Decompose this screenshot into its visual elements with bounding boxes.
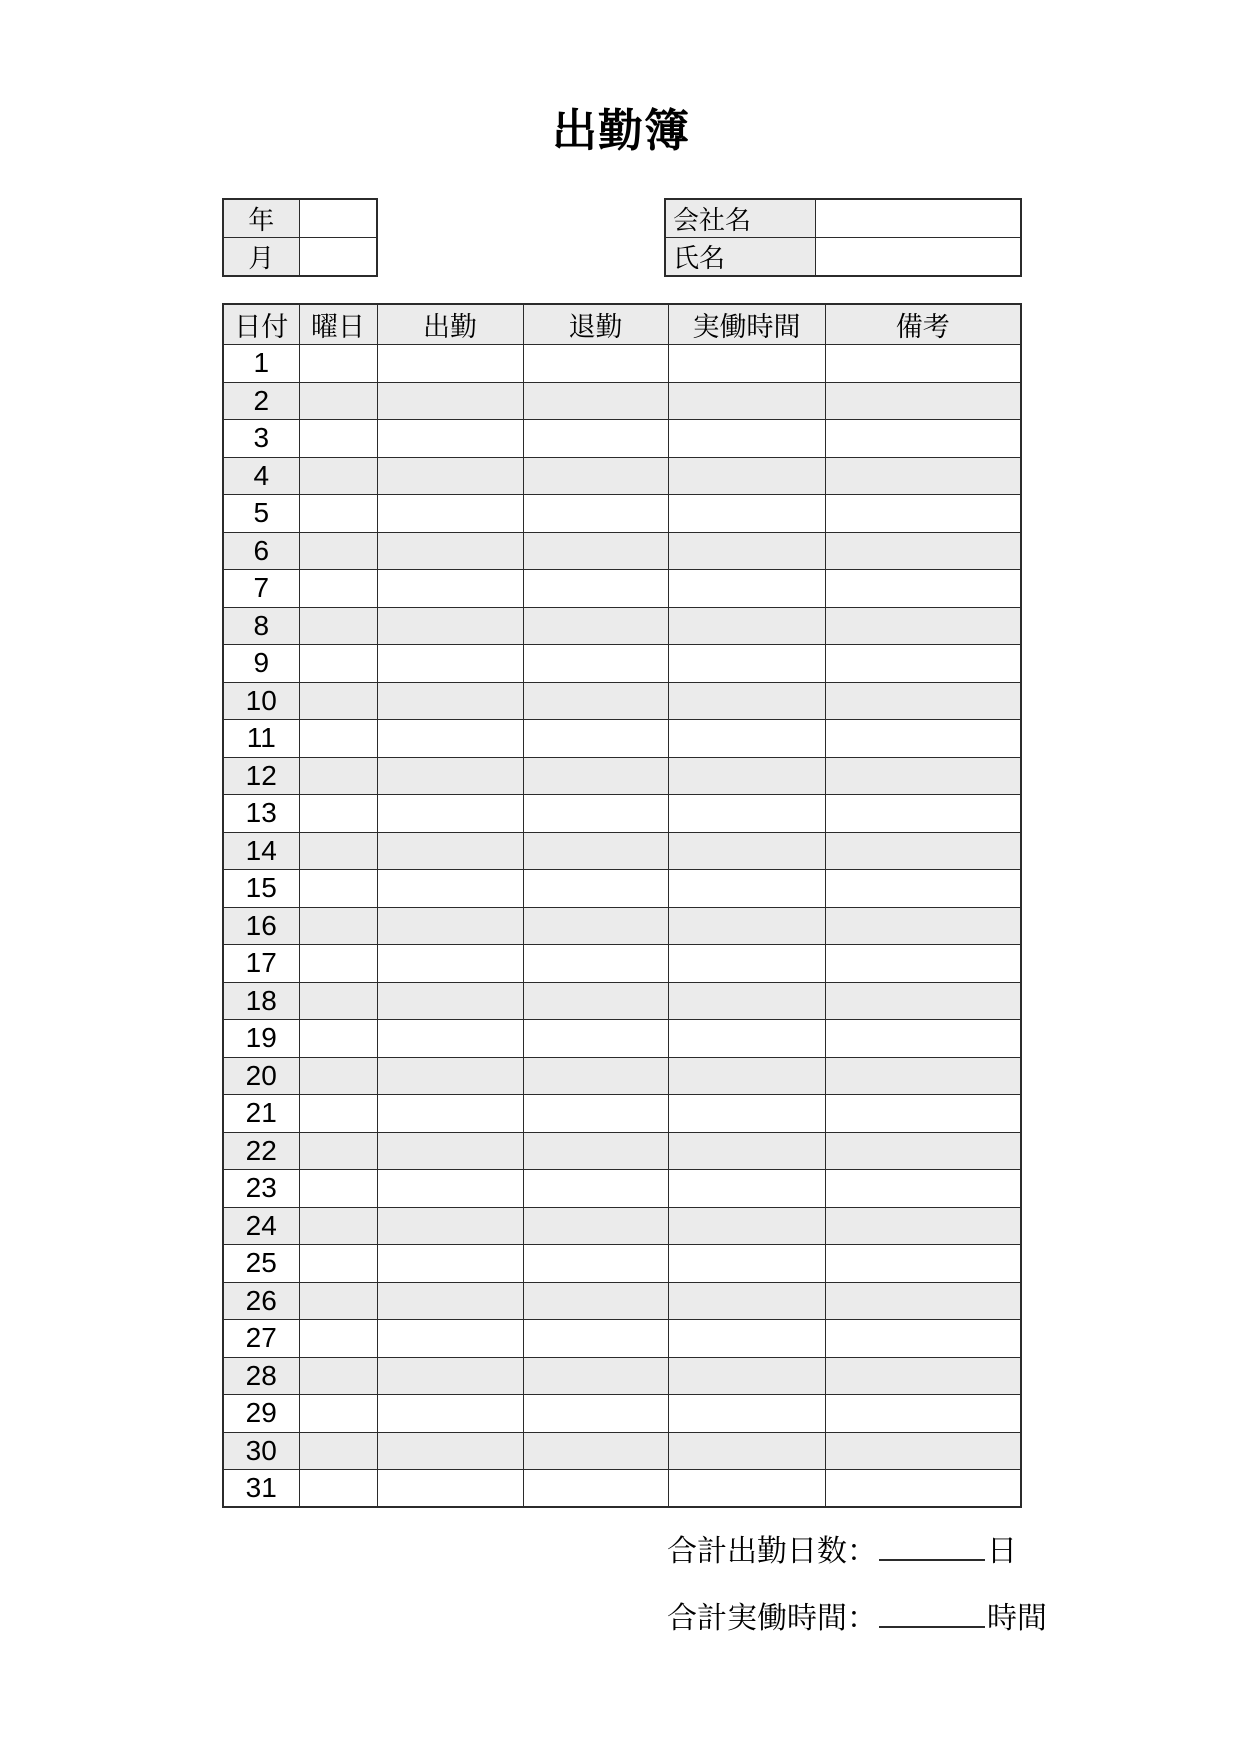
day-number-cell: 28 xyxy=(223,1357,299,1395)
day-number-cell: 17 xyxy=(223,945,299,983)
attendance-row-day-19 xyxy=(223,1020,1021,1058)
weekday-cell[interactable] xyxy=(299,795,377,833)
attendance-row-day-5 xyxy=(223,495,1021,533)
day-number-cell: 21 xyxy=(223,1095,299,1133)
clock-out-cell[interactable] xyxy=(523,795,668,833)
month-row xyxy=(223,238,377,277)
attendance-row-day-16 xyxy=(223,907,1021,945)
employee-name-label: 氏名 xyxy=(665,238,815,277)
attendance-row-day-1 xyxy=(223,345,1021,383)
clock-out-cell[interactable] xyxy=(523,1095,668,1133)
weekday-cell[interactable] xyxy=(299,1095,377,1133)
weekday-cell[interactable] xyxy=(299,532,377,570)
clock-in-cell[interactable] xyxy=(377,345,523,383)
attendance-row-day-24 xyxy=(223,1207,1021,1245)
clock-in-cell[interactable] xyxy=(377,832,523,870)
attendance-row-day-15 xyxy=(223,870,1021,908)
weekday-cell[interactable] xyxy=(299,682,377,720)
actual-hours-cell[interactable] xyxy=(668,495,825,533)
clock-out-cell[interactable] xyxy=(523,720,668,758)
clock-in-cell[interactable] xyxy=(377,945,523,983)
attendance-row-day-12 xyxy=(223,757,1021,795)
column-header-actual-hours: 実働時間 xyxy=(668,304,825,345)
remarks-cell[interactable] xyxy=(825,420,1021,458)
actual-hours-cell[interactable] xyxy=(668,1245,825,1283)
actual-hours-cell[interactable] xyxy=(668,1320,825,1358)
remarks-cell[interactable] xyxy=(825,1207,1021,1245)
clock-in-cell[interactable] xyxy=(377,1432,523,1470)
weekday-cell[interactable] xyxy=(299,945,377,983)
company-employee-table xyxy=(664,198,1022,277)
clock-in-cell[interactable] xyxy=(377,645,523,683)
remarks-cell[interactable] xyxy=(825,945,1021,983)
remarks-cell[interactable] xyxy=(825,1320,1021,1358)
actual-hours-cell[interactable] xyxy=(668,570,825,608)
day-number-cell: 26 xyxy=(223,1282,299,1320)
attendance-row-day-10 xyxy=(223,682,1021,720)
attendance-row-day-4 xyxy=(223,457,1021,495)
month-value-field[interactable] xyxy=(299,238,377,277)
attendance-row-day-11 xyxy=(223,720,1021,758)
remarks-cell[interactable] xyxy=(825,1170,1021,1208)
remarks-cell[interactable] xyxy=(825,1020,1021,1058)
day-number-cell: 6 xyxy=(223,532,299,570)
clock-in-cell[interactable] xyxy=(377,1057,523,1095)
clock-out-cell[interactable] xyxy=(523,1357,668,1395)
remarks-cell[interactable] xyxy=(825,532,1021,570)
clock-in-cell[interactable] xyxy=(377,720,523,758)
remarks-cell[interactable] xyxy=(825,457,1021,495)
clock-out-cell[interactable] xyxy=(523,532,668,570)
attendance-row-day-7 xyxy=(223,570,1021,608)
attendance-row-day-23 xyxy=(223,1170,1021,1208)
total-attendance-days-blank-field[interactable] xyxy=(879,1559,985,1561)
actual-hours-cell[interactable] xyxy=(668,457,825,495)
weekday-cell[interactable] xyxy=(299,1170,377,1208)
remarks-cell[interactable] xyxy=(825,570,1021,608)
weekday-cell[interactable] xyxy=(299,607,377,645)
remarks-cell[interactable] xyxy=(825,1057,1021,1095)
clock-in-cell[interactable] xyxy=(377,382,523,420)
actual-hours-cell[interactable] xyxy=(668,1357,825,1395)
clock-out-cell[interactable] xyxy=(523,645,668,683)
clock-out-cell[interactable] xyxy=(523,345,668,383)
attendance-row-day-31 xyxy=(223,1470,1021,1508)
weekday-cell[interactable] xyxy=(299,1395,377,1433)
weekday-cell[interactable] xyxy=(299,420,377,458)
clock-out-cell[interactable] xyxy=(523,420,668,458)
attendance-row-day-29 xyxy=(223,1395,1021,1433)
column-header-remarks: 備考 xyxy=(825,304,1021,345)
weekday-cell[interactable] xyxy=(299,1432,377,1470)
clock-in-cell[interactable] xyxy=(377,1282,523,1320)
total-working-hours-line xyxy=(667,1601,1047,1637)
day-number-cell: 7 xyxy=(223,570,299,608)
day-number-cell: 19 xyxy=(223,1020,299,1058)
clock-in-cell[interactable] xyxy=(377,907,523,945)
clock-out-cell[interactable] xyxy=(523,607,668,645)
clock-in-cell[interactable] xyxy=(377,1170,523,1208)
clock-out-cell[interactable] xyxy=(523,1470,668,1508)
day-number-cell: 15 xyxy=(223,870,299,908)
day-number-cell: 22 xyxy=(223,1132,299,1170)
clock-out-cell[interactable] xyxy=(523,1320,668,1358)
actual-hours-cell[interactable] xyxy=(668,1132,825,1170)
actual-hours-cell[interactable] xyxy=(668,345,825,383)
actual-hours-cell[interactable] xyxy=(668,1395,825,1433)
remarks-cell[interactable] xyxy=(825,382,1021,420)
clock-out-cell[interactable] xyxy=(523,757,668,795)
company-name-value-field[interactable] xyxy=(815,199,1021,238)
remarks-cell[interactable] xyxy=(825,907,1021,945)
actual-hours-cell[interactable] xyxy=(668,870,825,908)
day-number-cell: 30 xyxy=(223,1432,299,1470)
day-number-cell: 24 xyxy=(223,1207,299,1245)
actual-hours-cell[interactable] xyxy=(668,382,825,420)
clock-in-cell[interactable] xyxy=(377,757,523,795)
clock-out-cell[interactable] xyxy=(523,945,668,983)
clock-in-cell[interactable] xyxy=(377,1207,523,1245)
actual-hours-cell[interactable] xyxy=(668,795,825,833)
employee-name-value-field[interactable] xyxy=(815,238,1021,277)
attendance-row-day-3 xyxy=(223,420,1021,458)
actual-hours-cell[interactable] xyxy=(668,607,825,645)
actual-hours-cell[interactable] xyxy=(668,1432,825,1470)
clock-in-cell[interactable] xyxy=(377,1395,523,1433)
day-number-cell: 8 xyxy=(223,607,299,645)
remarks-cell[interactable] xyxy=(825,495,1021,533)
day-number-cell: 10 xyxy=(223,682,299,720)
clock-in-cell[interactable] xyxy=(377,795,523,833)
remarks-cell[interactable] xyxy=(825,1282,1021,1320)
clock-out-cell[interactable] xyxy=(523,382,668,420)
total-attendance-days-label: 合計出勤日数： xyxy=(667,1535,877,1568)
clock-in-cell[interactable] xyxy=(377,1470,523,1508)
day-number-cell: 1 xyxy=(223,345,299,383)
remarks-cell[interactable] xyxy=(825,1245,1021,1283)
remarks-cell[interactable] xyxy=(825,345,1021,383)
attendance-row-day-2 xyxy=(223,382,1021,420)
clock-out-cell[interactable] xyxy=(523,1170,668,1208)
attendance-row-day-30 xyxy=(223,1432,1021,1470)
clock-in-cell[interactable] xyxy=(377,1320,523,1358)
attendance-row-day-13 xyxy=(223,795,1021,833)
remarks-cell[interactable] xyxy=(825,720,1021,758)
weekday-cell[interactable] xyxy=(299,382,377,420)
attendance-header-row xyxy=(223,304,1021,345)
weekday-cell[interactable] xyxy=(299,1020,377,1058)
attendance-row-day-25 xyxy=(223,1245,1021,1283)
clock-in-cell[interactable] xyxy=(377,1132,523,1170)
clock-out-cell[interactable] xyxy=(523,832,668,870)
remarks-cell[interactable] xyxy=(825,982,1021,1020)
clock-out-cell[interactable] xyxy=(523,570,668,608)
total-working-hours-unit: 時間 xyxy=(987,1602,1047,1635)
remarks-cell[interactable] xyxy=(825,1132,1021,1170)
day-number-cell: 4 xyxy=(223,457,299,495)
remarks-cell[interactable] xyxy=(825,757,1021,795)
remarks-cell[interactable] xyxy=(825,832,1021,870)
clock-out-cell[interactable] xyxy=(523,870,668,908)
remarks-cell[interactable] xyxy=(825,870,1021,908)
clock-in-cell[interactable] xyxy=(377,1357,523,1395)
remarks-cell[interactable] xyxy=(825,607,1021,645)
clock-out-cell[interactable] xyxy=(523,1395,668,1433)
actual-hours-cell[interactable] xyxy=(668,532,825,570)
day-number-cell: 18 xyxy=(223,982,299,1020)
clock-in-cell[interactable] xyxy=(377,870,523,908)
weekday-cell[interactable] xyxy=(299,570,377,608)
clock-out-cell[interactable] xyxy=(523,682,668,720)
clock-out-cell[interactable] xyxy=(523,1132,668,1170)
total-working-hours-label: 合計実働時間： xyxy=(667,1602,877,1635)
actual-hours-cell[interactable] xyxy=(668,945,825,983)
weekday-cell[interactable] xyxy=(299,907,377,945)
actual-hours-cell[interactable] xyxy=(668,982,825,1020)
clock-out-cell[interactable] xyxy=(523,1057,668,1095)
actual-hours-cell[interactable] xyxy=(668,1207,825,1245)
attendance-row-day-27 xyxy=(223,1320,1021,1358)
day-number-cell: 9 xyxy=(223,645,299,683)
page-title: 出勤簿 xyxy=(551,105,690,156)
total-attendance-days-unit: 日 xyxy=(987,1535,1017,1568)
clock-in-cell[interactable] xyxy=(377,495,523,533)
weekday-cell[interactable] xyxy=(299,1320,377,1358)
year-value-field[interactable] xyxy=(299,199,377,238)
clock-in-cell[interactable] xyxy=(377,1245,523,1283)
clock-in-cell[interactable] xyxy=(377,457,523,495)
column-header-clock-in: 出勤 xyxy=(377,304,523,345)
clock-in-cell[interactable] xyxy=(377,607,523,645)
clock-out-cell[interactable] xyxy=(523,1207,668,1245)
weekday-cell[interactable] xyxy=(299,645,377,683)
actual-hours-cell[interactable] xyxy=(668,420,825,458)
day-number-cell: 23 xyxy=(223,1170,299,1208)
attendance-row-day-17 xyxy=(223,945,1021,983)
remarks-cell[interactable] xyxy=(825,795,1021,833)
day-number-cell: 3 xyxy=(223,420,299,458)
year-row xyxy=(223,199,377,238)
attendance-row-day-8 xyxy=(223,607,1021,645)
actual-hours-cell[interactable] xyxy=(668,1095,825,1133)
remarks-cell[interactable] xyxy=(825,645,1021,683)
attendance-row-day-18 xyxy=(223,982,1021,1020)
remarks-cell[interactable] xyxy=(825,1432,1021,1470)
actual-hours-cell[interactable] xyxy=(668,645,825,683)
attendance-row-day-6 xyxy=(223,532,1021,570)
weekday-cell[interactable] xyxy=(299,495,377,533)
weekday-cell[interactable] xyxy=(299,345,377,383)
actual-hours-cell[interactable] xyxy=(668,1470,825,1508)
remarks-cell[interactable] xyxy=(825,1470,1021,1508)
remarks-cell[interactable] xyxy=(825,1095,1021,1133)
total-attendance-days-line xyxy=(667,1534,1017,1570)
clock-in-cell[interactable] xyxy=(377,420,523,458)
company-name-label: 会社名 xyxy=(665,199,815,238)
clock-out-cell[interactable] xyxy=(523,1432,668,1470)
day-number-cell: 25 xyxy=(223,1245,299,1283)
weekday-cell[interactable] xyxy=(299,982,377,1020)
actual-hours-cell[interactable] xyxy=(668,907,825,945)
actual-hours-cell[interactable] xyxy=(668,757,825,795)
clock-out-cell[interactable] xyxy=(523,1020,668,1058)
clock-in-cell[interactable] xyxy=(377,982,523,1020)
actual-hours-cell[interactable] xyxy=(668,832,825,870)
actual-hours-cell[interactable] xyxy=(668,1020,825,1058)
attendance-row-day-22 xyxy=(223,1132,1021,1170)
clock-out-cell[interactable] xyxy=(523,907,668,945)
day-number-cell: 13 xyxy=(223,795,299,833)
day-number-cell: 31 xyxy=(223,1470,299,1508)
remarks-cell[interactable] xyxy=(825,682,1021,720)
clock-in-cell[interactable] xyxy=(377,682,523,720)
day-number-cell: 20 xyxy=(223,1057,299,1095)
weekday-cell[interactable] xyxy=(299,720,377,758)
remarks-cell[interactable] xyxy=(825,1395,1021,1433)
day-number-cell: 27 xyxy=(223,1320,299,1358)
clock-in-cell[interactable] xyxy=(377,570,523,608)
attendance-table xyxy=(222,303,1022,1508)
weekday-cell[interactable] xyxy=(299,757,377,795)
attendance-row-day-28 xyxy=(223,1357,1021,1395)
attendance-row-day-20 xyxy=(223,1057,1021,1095)
weekday-cell[interactable] xyxy=(299,1207,377,1245)
clock-out-cell[interactable] xyxy=(523,982,668,1020)
actual-hours-cell[interactable] xyxy=(668,720,825,758)
actual-hours-cell[interactable] xyxy=(668,682,825,720)
day-number-cell: 14 xyxy=(223,832,299,870)
weekday-cell[interactable] xyxy=(299,1282,377,1320)
attendance-row-day-14 xyxy=(223,832,1021,870)
weekday-cell[interactable] xyxy=(299,1057,377,1095)
actual-hours-cell[interactable] xyxy=(668,1282,825,1320)
company-name-row xyxy=(665,199,1021,238)
weekday-cell[interactable] xyxy=(299,870,377,908)
clock-in-cell[interactable] xyxy=(377,1095,523,1133)
day-number-cell: 5 xyxy=(223,495,299,533)
month-label: 月 xyxy=(223,238,299,277)
attendance-row-day-21 xyxy=(223,1095,1021,1133)
clock-out-cell[interactable] xyxy=(523,457,668,495)
clock-in-cell[interactable] xyxy=(377,532,523,570)
employee-name-row xyxy=(665,238,1021,277)
clock-out-cell[interactable] xyxy=(523,1282,668,1320)
day-number-cell: 2 xyxy=(223,382,299,420)
attendance-row-day-9 xyxy=(223,645,1021,683)
column-header-date: 日付 xyxy=(223,304,299,345)
weekday-cell[interactable] xyxy=(299,832,377,870)
remarks-cell[interactable] xyxy=(825,1357,1021,1395)
day-number-cell: 16 xyxy=(223,907,299,945)
clock-out-cell[interactable] xyxy=(523,1245,668,1283)
weekday-cell[interactable] xyxy=(299,1132,377,1170)
day-number-cell: 11 xyxy=(223,720,299,758)
weekday-cell[interactable] xyxy=(299,1245,377,1283)
actual-hours-cell[interactable] xyxy=(668,1170,825,1208)
day-number-cell: 29 xyxy=(223,1395,299,1433)
weekday-cell[interactable] xyxy=(299,1470,377,1508)
actual-hours-cell[interactable] xyxy=(668,1057,825,1095)
year-label: 年 xyxy=(223,199,299,238)
column-header-weekday: 曜日 xyxy=(299,304,377,345)
day-number-cell: 12 xyxy=(223,757,299,795)
clock-out-cell[interactable] xyxy=(523,495,668,533)
clock-in-cell[interactable] xyxy=(377,1020,523,1058)
weekday-cell[interactable] xyxy=(299,1357,377,1395)
total-working-hours-blank-field[interactable] xyxy=(879,1626,985,1628)
weekday-cell[interactable] xyxy=(299,457,377,495)
attendance-row-day-26 xyxy=(223,1282,1021,1320)
column-header-clock-out: 退勤 xyxy=(523,304,668,345)
year-month-table xyxy=(222,198,378,277)
